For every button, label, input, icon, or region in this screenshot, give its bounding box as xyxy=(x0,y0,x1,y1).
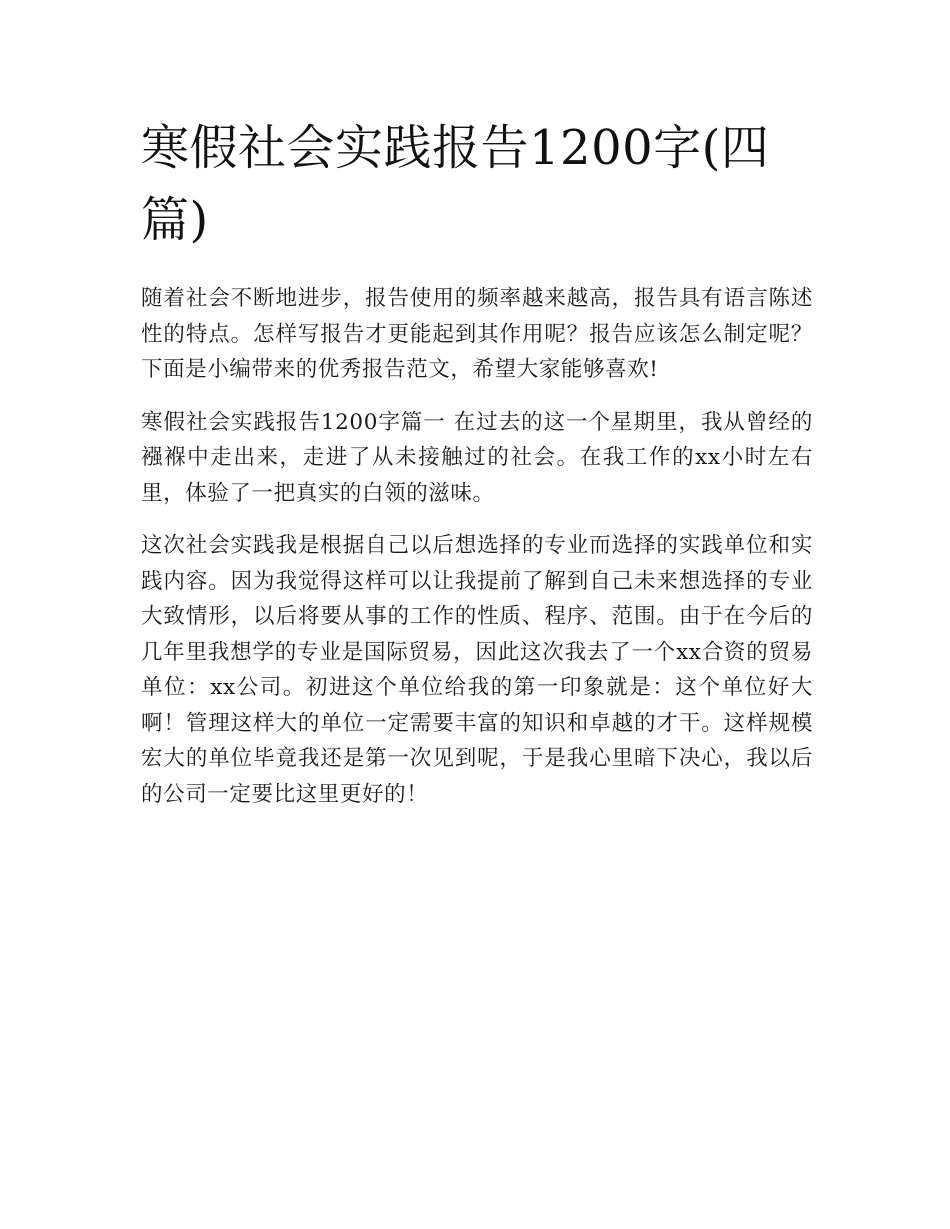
body-paragraph-1: 寒假社会实践报告1200字篇一 在过去的这一个星期里，我从曾经的襁褓中走出来，走进了从未接触过的社会。在我工作的xx小时左右里，体验了一把真实的白领的滋味。 xyxy=(141,409,813,506)
body-paragraph-2: 这次社会实践我是根据自己以后想选择的专业而选择的实践单位和实践内容。因为我觉得这样可以让我提前了解到自己未来想选择的专业大致情形，以后将要从事的工作的性质、程序、范围。由于在今后的几年里我想学的专业是国际贸易，因此这次我去了一个xx合资的贸易单位：xx公司。初进这个单位给我的第一印象就是：这个单位好大啊！管理这样大的单位一定需要丰富的知识和卓越的才干。这样规模宏大的单位毕竟我还是第一次见到呢，于是我心里暗下决心，我以后的公司一定要比这里更好的！ xyxy=(141,533,813,807)
document-title: 寒假社会实践报告1200字(四篇) xyxy=(141,120,770,248)
intro-paragraph: 随着社会不断地进步，报告使用的频率越来越高，报告具有语言陈述性的特点。怎样写报告才更能起到其作用呢？报告应该怎么制定呢？下面是小编带来的优秀报告范文，希望大家能够喜欢! xyxy=(141,286,813,382)
document-page xyxy=(141,112,813,812)
